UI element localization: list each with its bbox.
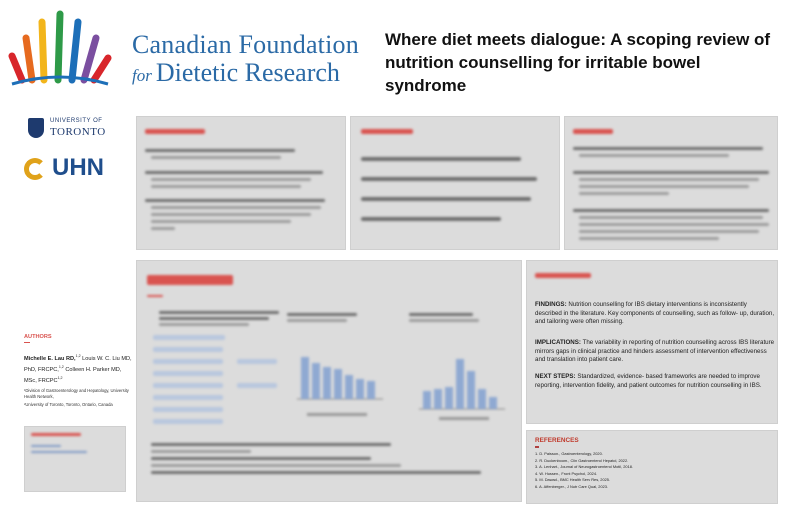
chart2-bars xyxy=(409,331,509,431)
references-title: REFERENCES xyxy=(535,437,579,444)
blur-line xyxy=(361,157,521,161)
affiliation-1: ¹Division of Gastroenterology and Hepatology, University Health Network, xyxy=(24,388,129,399)
poster-title: Where diet meets dialogue: A scoping review of nutrition counselling for irritable bowel syndrome xyxy=(385,30,771,95)
implications-text xyxy=(535,339,775,365)
blur-line xyxy=(151,213,311,216)
uoft-crest-icon xyxy=(28,118,44,138)
logo-text-line2 xyxy=(132,58,340,88)
reference-item: 6. A. Affenberger., J Nutr Care Qual, 2023. xyxy=(535,483,609,489)
introduction-panel xyxy=(136,116,346,250)
blur-line xyxy=(31,451,87,453)
blur-line xyxy=(579,185,749,188)
blur-line xyxy=(573,147,763,150)
uhn-ring-icon xyxy=(24,158,46,180)
blur-line xyxy=(151,450,251,453)
blur-line xyxy=(151,443,391,446)
author-sup: 1,2 xyxy=(57,375,63,380)
authors-names xyxy=(24,352,132,385)
blur-line xyxy=(579,154,729,157)
blur-line xyxy=(579,178,759,181)
flow-box xyxy=(153,383,223,388)
flow-box xyxy=(153,347,223,352)
blur-line xyxy=(579,192,669,195)
authors-underline xyxy=(24,342,30,343)
implications-body: The variability in reporting of nutrition counselling across IBS literature mirrors gaps in clinical practice and hinders assessment of intervention effectiveness and translation into patient care. xyxy=(535,339,775,364)
flow-side-box xyxy=(237,359,277,364)
reference-item: 1. D. Paisson., Gastroenterology, 2020. xyxy=(535,451,603,456)
blur-line xyxy=(361,217,501,221)
cfdr-logo-mark xyxy=(8,8,112,88)
flow-box xyxy=(153,395,223,400)
blur-line xyxy=(573,209,769,212)
blur-line xyxy=(151,227,175,230)
references-list xyxy=(535,451,775,491)
blur-line xyxy=(31,445,61,447)
uhn-logo xyxy=(24,152,114,184)
logo-text-dietetic: Dietetic Research xyxy=(155,58,340,87)
results-underline xyxy=(147,295,163,297)
flow-side-box xyxy=(237,383,277,388)
uoft-logo xyxy=(28,116,108,144)
author-sup: 1,2 xyxy=(58,364,64,369)
blur-line xyxy=(579,223,769,226)
findings-text xyxy=(535,301,775,327)
next-steps-label: NEXT STEPS: xyxy=(535,373,576,380)
blur-line xyxy=(579,216,763,219)
next-steps-text xyxy=(535,373,775,390)
blur-line xyxy=(159,317,269,320)
reference-item: 5. M. Dawad., BMC Health Serv Res, 2025. xyxy=(535,477,611,483)
flow-box xyxy=(153,359,223,364)
uoft-small-text: UNIVERSITY OF xyxy=(50,118,103,124)
methods-heading-blur xyxy=(573,129,613,134)
blur-line xyxy=(145,199,325,202)
blur-line xyxy=(287,319,347,322)
chart1-title-blur xyxy=(287,313,357,316)
reference-item: 4. W. Hussen., Front Psychol, 2024. xyxy=(535,470,598,476)
blur-line xyxy=(145,171,323,174)
blur-line xyxy=(573,171,769,174)
blur-line xyxy=(361,197,531,201)
blur-line xyxy=(159,323,249,326)
uhn-text: UHN xyxy=(52,154,104,181)
findings-label: FINDINGS: xyxy=(535,301,567,308)
blur-line xyxy=(159,311,279,314)
blur-line xyxy=(579,237,719,240)
reference-item: 3. A. Lenhart., Journal of Neurogastroenterol Motil, 2018. xyxy=(535,464,633,470)
authors-label: AUTHORS xyxy=(24,334,52,340)
findings-body: Nutrition counselling for IBS dietary interventions is inconsistently described in the literature. Key components of counselling, such as follow- up, duration, and tailoring were often missing. xyxy=(535,301,775,326)
next-steps-body: Standardized, evidence- based frameworks are needed to improve reporting, intervention fidelity, and patient outcomes for nutrition counselling in IBS. xyxy=(535,373,762,389)
chart2-title-blur xyxy=(409,313,473,316)
author-third: Colleen H. Parker MD, MSc, FRCPC xyxy=(24,366,122,384)
flow-box xyxy=(153,371,223,376)
logo-text-line1: Canadian Foundation xyxy=(132,30,359,59)
intro-heading-blur xyxy=(145,129,205,134)
reference-item: 2. R. Duckenboom., Clin Gastroenterol Hepatol, 2022. xyxy=(535,457,629,463)
logo-text-for: for xyxy=(132,66,152,85)
author-sup: 1,2 xyxy=(75,354,81,358)
blur-line xyxy=(151,464,401,467)
methods-panel xyxy=(564,116,778,250)
blur-line xyxy=(151,471,481,474)
uoft-big-text: TORONTO xyxy=(50,126,106,138)
flow-box xyxy=(153,419,223,424)
blur-line xyxy=(151,185,301,188)
objectives-heading-blur xyxy=(361,129,413,134)
results-heading-blur xyxy=(147,275,233,285)
affiliation-2: ²University of Toronto, Toronto, Ontario, Canada xyxy=(24,402,113,407)
references-underline xyxy=(535,446,539,448)
blur-line xyxy=(151,156,281,159)
blur-line xyxy=(579,230,759,233)
author-first: Michelle E. Lau RD, xyxy=(24,355,76,362)
summary-heading-blur xyxy=(535,273,591,278)
author-second: Louis W. C. Liu MD, PhD, FRCPC, xyxy=(24,355,132,373)
blur-line xyxy=(151,457,371,460)
objectives-panel xyxy=(350,116,560,250)
chart1-bars xyxy=(287,331,387,431)
references-panel xyxy=(526,430,778,504)
summary-panel xyxy=(526,260,778,424)
blur-line xyxy=(151,220,291,223)
blur-line xyxy=(145,149,295,152)
blur-line xyxy=(409,319,479,322)
flow-box xyxy=(153,335,225,340)
contact-heading-blur xyxy=(31,433,81,436)
blur-line xyxy=(151,206,321,209)
results-panel xyxy=(136,260,522,502)
blur-line xyxy=(361,177,537,181)
implications-label: IMPLICATIONS: xyxy=(535,339,581,346)
contact-panel xyxy=(24,426,126,492)
blur-line xyxy=(151,178,311,181)
flow-box xyxy=(153,407,223,412)
